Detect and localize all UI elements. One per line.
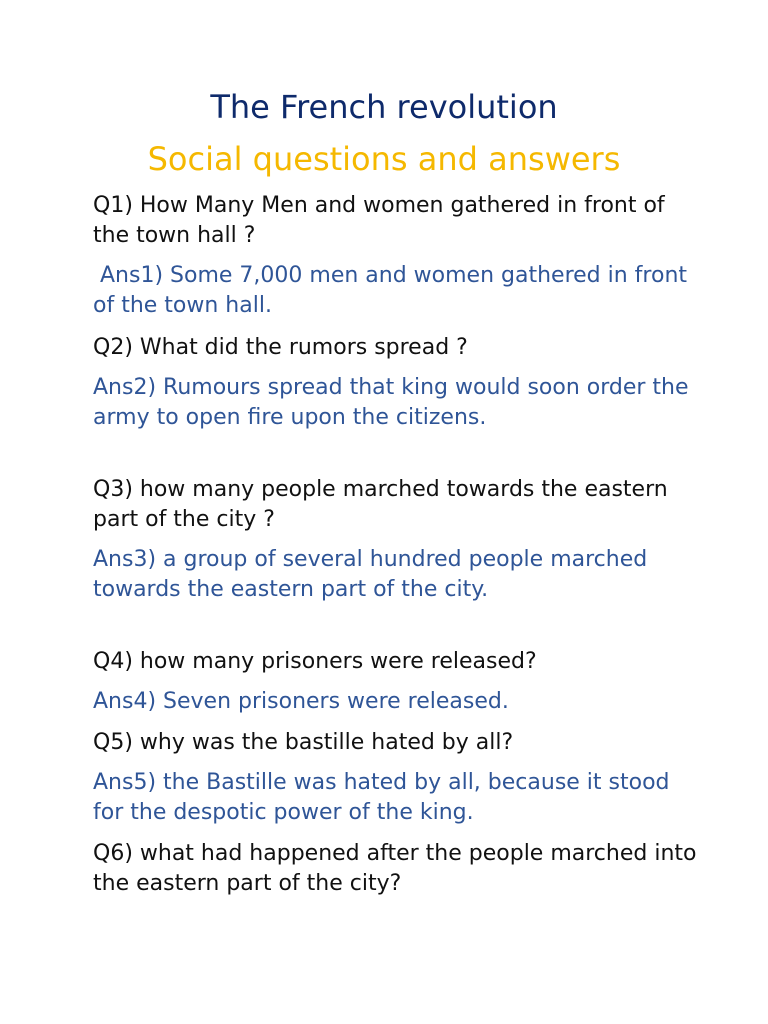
question-2: Q2) What did the rumors spread ? bbox=[93, 335, 468, 360]
answer-3: Ans3) a group of several hundred people marched towards the eastern part of the city. bbox=[93, 547, 655, 602]
question-5: Q5) why was the bastille hated by all? bbox=[93, 730, 514, 755]
document-title: The French revolution bbox=[210, 88, 558, 126]
question-3: Q3) how many people marched towards the eastern part of the city ? bbox=[93, 477, 675, 532]
document-subtitle: Social questions and answers bbox=[147, 140, 621, 178]
question-6: Q6) what had happened after the people marched into the eastern part of the city? bbox=[93, 841, 704, 896]
question-4: Q4) how many prisoners were released? bbox=[93, 649, 537, 674]
answer-1: Ans1) Some 7,000 men and women gathered in front of the town hall. bbox=[93, 263, 695, 318]
answer-5: Ans5) the Bastille was hated by all, because it stood for the despotic power of the king. bbox=[93, 770, 677, 825]
question-1: Q1) How Many Men and women gathered in front of the town hall ? bbox=[93, 193, 672, 248]
answer-4: Ans4) Seven prisoners were released. bbox=[93, 689, 509, 714]
answer-2: Ans2) Rumours spread that king would soon order the army to open fire upon the citizens. bbox=[93, 375, 696, 430]
